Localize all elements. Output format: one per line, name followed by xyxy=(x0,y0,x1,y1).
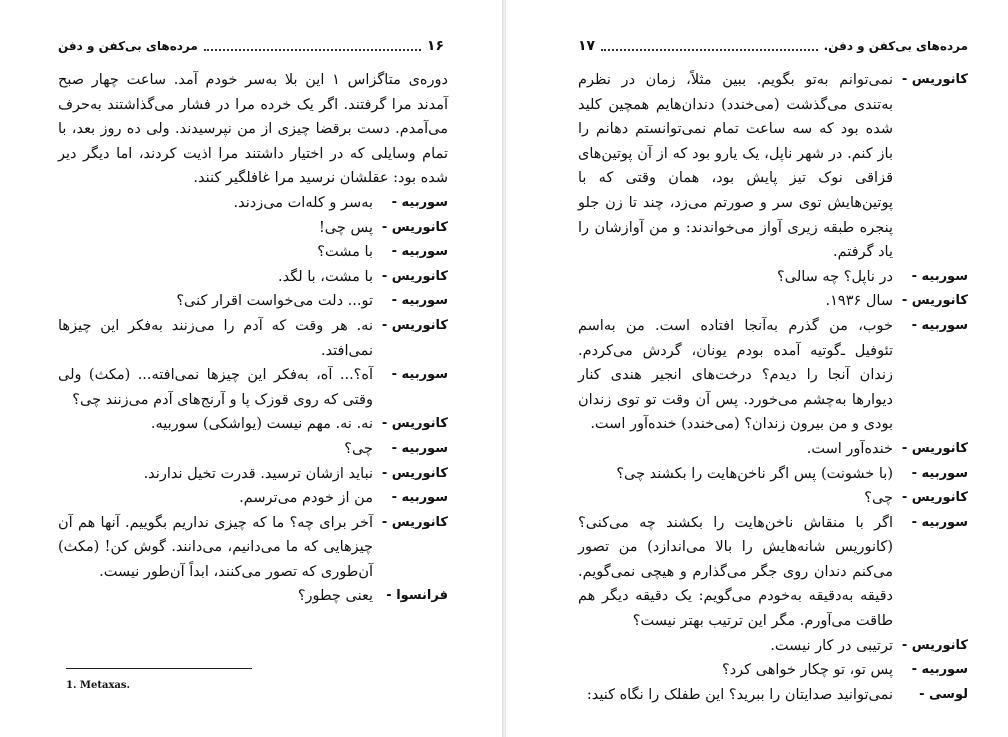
left-page-content xyxy=(58,68,448,609)
dialogue-line xyxy=(58,412,448,437)
dialogue-line xyxy=(578,437,968,462)
speaker-name: کانوریس - xyxy=(381,416,448,432)
speaker-name: سوربیه - xyxy=(911,465,968,481)
dialogue-line xyxy=(58,511,448,585)
running-title: مرده‌های بی‌کفن و دفن xyxy=(58,39,198,53)
dialogue-line xyxy=(58,240,448,265)
dialogue-text: در ناپل؟ چه سالی؟ xyxy=(777,268,893,285)
dialogue-text: پس تو، تو چکار خواهی کرد؟ xyxy=(722,662,893,679)
dialogue-text: نمی‌توانم به‌تو بگویم. ببین مثلاً، زمان در نظرم به‌تندی می‌گذشت (می‌خندد) دندان‌هایم همچین کلید شده بود که سه ساعت تمام نمی‌توانستم دهانم را باز کنم. در شهر ناپل، یک یارو بود که از آن پوتین‌های قزاقی نوک تیز پایش بود، همان وقتی که با پوتین‌هایش توی سر و صورتم می‌زد، چند تا زن جلو پنجره طبقه زیری آواز می‌خواندند: و من آوازشان را یاد گرفتم. xyxy=(578,72,893,261)
dialogue-text: چی؟ xyxy=(864,490,893,507)
intro-paragraph: دوره‌ی متاگزاس ۱ این بلا به‌سر خودم آمد. ساعت چهار صبح آمدند مرا گرفتند. اگر یک خرده مرا در فشار می‌گذاشتند به‌حرف می‌آمدم. دست برقضا چیزی از من نپرسیدند. ولی ده روز بعد، با تمام وسایلی که در اختیار داشتند مرا اذیت کردند، اما دیگر دیر شده بود: عقلشان نرسید مرا غافلگیر کنند. xyxy=(58,72,448,187)
dialogue-line xyxy=(578,683,968,708)
dialogue-line xyxy=(578,511,968,634)
dialogue-text: خوب، من گذرم به‌آنجا افتاده است. من به‌اسم تئوفیل ـ‌گوتیه آمده بودم یونان، گردش می‌کردم. زندان آنجا را دیدم؟ درخت‌های انجیر هندی کنار دیوارها به‌چشم می‌خورد. پس آن وقت تو توی زندان بودی و من بیرون زندان؟ (می‌خندد) خنده‌آور است. xyxy=(578,317,893,433)
speaker-name: لوسی - xyxy=(919,686,968,702)
dialogue-text: نمی‌توانید صدایتان را ببرید؟ این طفلک را نگاه کنید: xyxy=(586,686,893,703)
dialogue-text: به‌سر و کله‌ات می‌زدند. xyxy=(233,194,373,211)
page-header xyxy=(58,38,444,54)
dialogue-line xyxy=(58,437,448,462)
speaker-name: سوربیه - xyxy=(391,367,448,383)
speaker-name: فرانسوا - xyxy=(386,588,448,604)
speaker-name: سوربیه - xyxy=(391,244,448,260)
right-page-content xyxy=(578,68,968,707)
dialogue-text: یعنی چطور؟ xyxy=(297,588,373,605)
speaker-name: سوربیه - xyxy=(391,194,448,210)
speaker-name: کانوریس - xyxy=(901,293,968,309)
dialogue-line xyxy=(578,486,968,511)
dialogue-text: چی؟ xyxy=(344,440,373,457)
dialogue-text: (با خشونت) پس اگر ناخن‌هایت را بکشند چی؟ xyxy=(616,465,893,482)
dialogue-text: با مشت؟ xyxy=(317,244,373,261)
dialogue-text: آه؟... آه، به‌فکر این چیزها نمی‌افته... (مکث) ولی وقتی که روی قوزک پا و آرنج‌های آدم می‌زنند چی؟ xyxy=(58,367,373,408)
dialogue-line xyxy=(578,314,968,437)
dialogue-line xyxy=(58,216,448,241)
dialogue-text: سال ۱۹۳۶. xyxy=(825,293,893,310)
dialogue xyxy=(578,68,968,707)
speaker-name: کانوریس - xyxy=(381,268,448,284)
dialogue-text: اگر با منقاش ناخن‌هایت را بکشند چه می‌کنی؟ (کانوریس شانه‌هایش را بالا می‌اندازد) من تصور می‌کنم دندان روی جگر می‌گذارم و هیچی نمی‌گویم. دقیقه به‌دقیقه به‌خودم می‌گویم: یک دقیقه دیگر هم طاقت می‌آورم. مگر این ترتیب بهتر نیست؟ xyxy=(578,514,893,630)
speaker-name: سوربیه - xyxy=(911,317,968,333)
header-dots xyxy=(601,41,818,51)
dialogue-line xyxy=(58,462,448,487)
speaker-name: سوربیه - xyxy=(391,490,448,506)
speaker-name: کانوریس - xyxy=(901,490,968,506)
footnote: 1. Metaxas. xyxy=(66,680,131,691)
dialogue-text: تو... دلت می‌خواست اقرار کنی؟ xyxy=(176,293,373,310)
speaker-name: کانوریس - xyxy=(901,72,968,87)
dialogue-line xyxy=(58,363,448,412)
dialogue-text: با مشت، با لگد. xyxy=(277,268,373,285)
speaker-name: کانوریس - xyxy=(901,637,968,653)
speaker-name: کانوریس - xyxy=(381,465,448,481)
speaker-name: سوربیه - xyxy=(911,268,968,284)
speaker-name: سوربیه - xyxy=(391,293,448,309)
dialogue-line xyxy=(58,486,448,511)
speaker-name: سوربیه - xyxy=(911,662,968,678)
dialogue-text: من از خودم می‌ترسم. xyxy=(239,490,373,507)
dialogue-text: ترتیبی در کار نیست. xyxy=(770,637,893,654)
dialogue-text: نه. هر وقت که آدم را می‌زنند به‌فکر این چیزها نمی‌افتد. xyxy=(58,317,373,359)
dialogue-line xyxy=(578,658,968,683)
dialogue-line xyxy=(58,314,448,363)
left-page xyxy=(0,0,503,737)
dialogue-text: آخر برای چه؟ ما که چیزی نداریم بگوییم. آنها هم آن چیزهایی که ما می‌دانیم، می‌دانند. گوش کن! (مکث) آن‌طوری که تصور می‌کنند، ابداً آن‌طور نیست. xyxy=(58,514,373,580)
page-number: ۱۷ xyxy=(578,38,596,54)
dialogue-text: نه. نه. مهم نیست (یواشکی) سوربیه. xyxy=(150,416,373,433)
dialogue-text: پس چی! xyxy=(318,219,373,236)
speaker-name: کانوریس - xyxy=(901,440,968,456)
dialogue xyxy=(58,191,448,609)
right-page xyxy=(506,0,1008,737)
dialogue-line xyxy=(578,634,968,659)
page-number: ۱۶ xyxy=(426,38,444,54)
dialogue-text: خنده‌آور است. xyxy=(806,440,893,457)
dialogue-line xyxy=(578,462,968,487)
speaker-name: کانوریس - xyxy=(381,514,448,530)
page-header xyxy=(578,38,968,54)
dialogue-line xyxy=(58,191,448,216)
speaker-name: سوربیه - xyxy=(391,440,448,456)
dialogue-line xyxy=(578,289,968,314)
running-title: مرده‌های بی‌کفن و دفن. xyxy=(823,39,968,53)
dialogue-line xyxy=(578,265,968,290)
speaker-name: سوربیه - xyxy=(911,514,968,530)
dialogue-text: نباید ازشان ترسید. قدرت تخیل ندارند. xyxy=(143,465,373,482)
header-dots xyxy=(204,41,421,51)
dialogue-line xyxy=(58,289,448,314)
dialogue-line xyxy=(578,68,968,265)
dialogue-line xyxy=(58,584,448,609)
dialogue-line xyxy=(58,265,448,290)
speaker-name: کانوریس - xyxy=(381,317,448,333)
speaker-name: کانوریس - xyxy=(381,219,448,235)
footnote-rule xyxy=(66,668,252,669)
